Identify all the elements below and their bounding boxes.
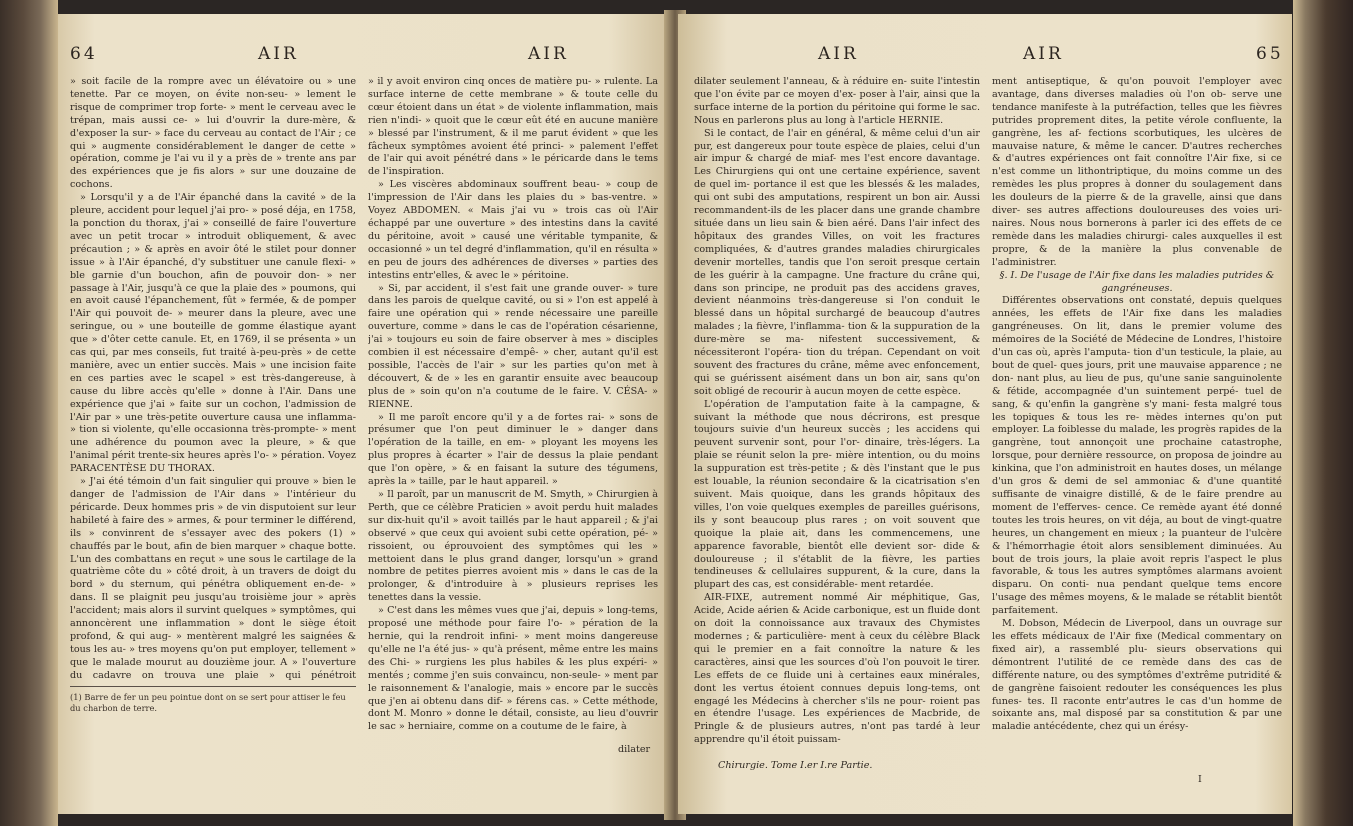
paragraph: » il y avoit environ cinq onces de matière pu- » rulente. La surface interne de cette membrane » & toute celle du cœur étoient dans un état » de violente inflammation, mais rien n'indi- » quoit que le cœur eût été en aucune manière » blessé par l'instrument, & il me parut évident » que les fâcheux symptômes avoient été princi- » palement l'effet de l'air qui avoit pénétré dans » le péricarde dans le tems de l'inspiration.: [368, 76, 658, 178]
left-cover-edge: [0, 0, 58, 826]
paragraph: L'opération de l'amputation faite à la campagne, & suivant la méthode que nous décrirons, est presque toujours suivie d'un heureux succès ; les accidens qui peuvent survenir sont, pour l'or- dinaire, très-légers. La plaie se réunit selon la pre- mière intention, ou du moins la suppuration est très-petite ; & dès l'instant que le pus est louable, la réunion secondaire & la cicatrisation s'en suivent. Mais quoique, dans les grands hôpitaux des villes, l'on voie quelques exemples de pareilles guérisons, ils y sont beaucoup plus rares ; on voit souvent que quoique la plaie ait, dans les commencemens, une apparence favorable, bientôt elle devient sor- dide & douloureuse ; il s'établit de la fièvre, les parties tendineuses & cellulaires suppurent, & la cure, dans la plupart des cas, est considérable- ment retardée.: [694, 398, 980, 591]
section-title: §. I. De l'usage de l'Air fixe dans les maladies putrides & gangréneuses.: [999, 269, 1275, 294]
paragraph: » J'ai été témoin d'un fait singulier qui prouve » bien le danger de l'admission de l'Air dans » l'intérieur du péricarde. Deux hommes pris » de vin disputoient sur leur habileté à faire des » armes, & pour terminer le différend, ils » convinrent de s'essayer avec des pokers (1) » chauffés par le bout, afin de bien marquer » chaque botte. L'un des combattans en reçut » une sous le cartilage de la quatrième côte du » côté droit, à un travers de doigt du bord » du sternum, qui pénétra obliquement en-de- » dans. Il se plaignit peu jusqu'au troisième jour » après l'accident; mais alors il survint quelques » symptômes, qui annoncèrent une inflammation » dont le siège étoit profond, & qui aug- » mentèrent malgré les saignées & tous les au- » tres moyens qu'on put employer, tellement » que le malade mourut au douzième jour. A » l'ouverture du cadavre on trouva une plaie » qui pénétroit: [70, 476, 356, 680]
right-headword-2: AIR: [1023, 44, 1064, 64]
paragraph: » Il paroît, par un manuscrit de M. Smyth, » Chirurgien à Perth, que ce célèbre Praticien » avoit perdu huit malades sur dix-huit qu'il » avoit taillés par le haut appareil ; & j'ai observé » que ceux qui avoient subi cette opération, pé- » rissoient, ou éprouvoient des symptômes qui les » mettoient dans le plus grand danger, lorsqu'un » grand nombre de petites pierres avoient mis » dans le cas de la prolonger, & d'introduire à » plusieurs reprises les tenettes dans la vessie.: [368, 489, 658, 604]
paragraph: dilater seulement l'anneau, & à réduire en- suite l'intestin que l'on évite par ce moyen d'ex- poser à l'air, ainsi que la surface interne de la portion du péritoine qui forme le sac. Nous en parlerons plus au long à l'article HERNIE.: [694, 76, 980, 126]
paragraph: » Les viscères abdominaux souffrent beau- » coup de l'impression de l'Air dans les plaies du » bas-ventre. » Voyez ABDOMEN. « Mais j'ai vu » trois cas où l'Air échappé par une ouverture » des intestins dans la cavité du péritoine, avoit » causé une véritable tympanite, & occasionné » un tel degré d'inflammation, qu'il en résulta » en peu de jours des adhérences de diverses » parties des intestins entr'elles, & avec le » péritoine.: [368, 179, 658, 281]
left-page-column-1: [70, 76, 356, 680]
paragraph: » soit facile de la rompre avec un élévatoire ou » une tenette. Par ce moyen, on évite non-seu- » lement le risque de comprimer trop forte- » ment le cerveau avec le trépan, mais aussi ce- » lui d'ouvrir la dure-mère, & d'exposer la sur- » face du cerveau au contact de l'Air ; ce qui » augmente considérablement le danger de cette » opération, comme je l'ai vu il y a près de » trente ans par des expériences que je fis alors » sur une douzaine de cochons.: [70, 76, 356, 191]
right-page-column-2: [992, 76, 1282, 766]
footnote: (1) Barre de fer un peu pointue dont on se sert pour attiser le feu du charbon de terre.: [70, 692, 346, 713]
left-page-number: 64: [70, 44, 98, 64]
paragraph: Différentes observations ont constaté, depuis quelques années, les effets de l'Air fixe dans les maladies gangréneuses. On lit, dans le premier volume des mémoires de la Société de Médecine de Londres, l'histoire d'un cas où, après l'amputa- tion d'un testicule, la plaie, au bout de quel- ques jours, prit une mauvaise apparence ; ne don- nant plus, au lieu de pus, qu'une sanie sanguinolente & fétide, accompagnée d'un suintement perpé- tuel de sang, & qu'enfin la gangrène s'y mani- festa malgré tous les topiques & tous les re- mèdes internes qu'on put employer. La foiblesse du malade, les progrès rapides de la gangrène, tout annonçoit une prochaine catastrophe, lorsque, pour dernière ressource, on proposa de joindre au kinkina, que l'on administroit en hautes doses, un mélange d'un gros & demi de sel ammoniac & d'une quantité suffisante de vinaigre distillé, & de le faire prendre au moment de l'efferves- cence. Ce remède ayant été donné toutes les trois heures, on vit déja, au bout de vingt-quatre heures, un changement en mieux ; la puanteur de l'ulcère & l'hémorrhagie étoit alors sensiblement diminuées. Au bout de trois jours, la plaie avoit repris l'aspect le plus favorable, & tous les autres symptômes alarmans avoient disparu. On conti- nua pendant quelque tems encore l'usage des mêmes moyens, & le malade se rétablit bientôt parfaitement.: [992, 295, 1282, 617]
right-page: [678, 14, 1292, 814]
right-headword-1: AIR: [818, 44, 859, 64]
right-cover-edge: [1293, 0, 1353, 826]
catchword: dilater: [618, 744, 651, 755]
right-page-number: 65: [1256, 44, 1284, 64]
paragraph: M. Dobson, Médecin de Liverpool, dans un ouvrage sur les effets médicaux de l'Air fixe (Medical commentary on fixed air), a rassemblé plu- sieurs observations qui démontrent l'utilité de ce remède dans des cas de différente nature, ou des symptômes d'extrême putridité & de gangrène faisoient redouter les conséquences les plus funes- tes. Il raconte entr'autres le cas d'un homme de soixante ans, mal disposé par sa constitution & par une maladie antécédente, chez qui un érésy-: [992, 618, 1282, 733]
volume-footer: Chirurgie. Tome I.er I.re Partie.: [718, 760, 873, 771]
left-page: [58, 14, 670, 814]
signature-mark: I: [1198, 774, 1202, 785]
paragraph: » Si, par accident, il s'est fait une grande ouver- » ture dans les parois de quelque cavité, ou si » l'on est appelé à faire une opération qui » rende nécessaire une pareille ouverture, comme » dans le cas de l'opération césarienne, j'ai » toujours eu soin de faire observer à mes » disciples combien il est nécessaire d'empê- » cher, autant qu'il est possible, l'accès de l'air » sur les parties qu'on met à découvert, & de » les en garantir ensuite avec beaucoup plus de » soin qu'on n'a coutume de le faire. V. CÉSA- » RIENNE.: [368, 282, 658, 410]
paragraph: » C'est dans les mêmes vues que j'ai, depuis » long-tems, proposé une méthode pour faire l'o- » pération de la hernie, qui la rendroit infini- » ment moins dangereuse qu'elle ne l'a été jus- » qu'à présent, même entre les mains des Chi- » rurgiens les plus habiles & les plus expéri- » mentés ; comme j'en suis convaincu, non-seule- » ment par le raisonnement & l'analogie, mais » encore par le succès que j'en ai obtenu dans dif- » férens cas. » Cette méthode, dont M. Monro » donne le détail, consiste, au lieu d'ouvrir le sac » herniaire, comme on a coutume de le faire, à: [368, 605, 658, 733]
paragraph: » Lorsqu'il y a de l'Air épanché dans la cavité » de la pleure, accident pour lequel j'ai pro- » posé déja, en 1758, la ponction du thorax, j'ai » conseillé de faire l'ouverture avec un petit trocar » introduit obliquement, & avec précaution ; » & après en avoir ôté le stilet pour donner issue » à l'Air épanché, d'y substituer une canule flexi- » ble garnie d'un bouchon, afin de pouvoir don- » ner passage à l'Air, jusqu'à ce que la plaie des » poumons, qui en avoit causé l'épanchement, fût » fermée, & de pomper l'Air qui pouvoit de- » meurer dans la pleure, avec une seringue, ou » une bouteille de gomme élastique ayant que » d'ôter cette canule. Et, en 1769, il se présenta » un cas qui, par mes conseils, fut traité à-peu-près » de cette manière, avec un entier succès. Mais » une incision faite en ces parties avec le scapel » est très-dangereuse, à cause du libre accès qu'elle » donne à l'Air. Dans une expérience que j'ai » faite sur un cochon, l'admission de l'Air par » une très-petite ouverture causa une inflamma- » tion si violente, qu'elle occasionna très-prompte- » ment une adhérence du poumon avec la pleure, » & que l'animal périt trente-six heures après l'o- » pération. Voyez PARACENTÈSE DU THORAX.: [70, 192, 356, 475]
left-page-column-2: [368, 76, 658, 738]
left-headword-2: AIR: [528, 44, 569, 64]
paragraph: AIR-FIXE, autrement nommé Air méphitique, Gas, Acide, Acide aérien & Acide carbonique, est un fluide dont on doit la connoissance aux travaux des Chymistes modernes ; & particulière- ment à ceux du célèbre Black qui le premier en a fait connoître la nature & les caractères, ainsi que les sources d'où l'on pouvoit le tirer. Les effets de ce fluide uni à certaines eaux minérales, dont les vertus étoient connues depuis long-tems, ont engagé les Médecins à chercher s'ils ne pour- roient pas en étendre l'usage. Les expériences de Macbride, de Pringle & de plusieurs autres, n'ont pas tardé à leur apprendre qu'il étoit puissam-: [694, 592, 980, 746]
paragraph: Si le contact, de l'air en général, & même celui d'un air pur, est dangereux pour toute espèce de plaies, celui d'un air impur & chargé de miaf- mes l'est encore davantage. Les Chirurgiens qui ont une certaine expérience, savent de quel im- portance il est que les blessés & les malades, qui ont subi des amputations, respirent un bon air. Aussi recommandent-ils de les placer dans une grande chambre située dans un lieu sain & bien aéré. Dans l'air infect des hôpitaux des grandes Villes, on voit les fractures compliquées, & d'autres grandes maladies chirurgicales devenir mortelles, tandis que l'on seroit presque certain de les guérir à la campagne. Une fracture du crâne qui, dans son principe, ne produit pas des accidens graves, devient néanmoins très-dangereuse si l'on conduit le blessé dans un hôpital surchargé de beaucoup d'autres malades ; la fièvre, l'inflamma- tion & la suppuration de la dure-mère se ma- nifestent successivement, & nécessiteront l'opéra- tion du trépan. Cependant on voit souvent des fractures du crâne, même avec enfoncement, qui se guérissent aisément dans un bon air, sans qu'on soit obligé de recourir à aucun moyen de cette espèce.: [694, 127, 980, 397]
right-page-column-1: [694, 76, 980, 754]
paragraph: » Il me paroît encore qu'il y a de fortes rai- » sons de présumer que l'on peut diminuer le » danger dans l'opération de la taille, en em- » ployant les moyens les plus propres à écarter » l'air de dessus la plaie pendant que l'on opère, » & en faisant la suture des tégumens, après la » taille, par le haut appareil. »: [368, 411, 658, 488]
left-headword-1: AIR: [258, 44, 299, 64]
paragraph: ment antiseptique, & qu'on pouvoit l'employer avec avantage, dans diverses maladies où l'on ob- serve une tendance manifeste à la putréfaction, telles que les fièvres putrides proprement dites, la petite vérole confluente, la gangrène, les af- fections scorbutiques, les ulcères de mauvaise nature, & même le cancer. D'autres recherches & d'autres expériences ont fait connoître l'Air fixe, si ce n'est comme un lithontriptique, du moins comme un des remèdes les plus propres à donner du soulagement dans les douleurs de la pierre & de la gravelle, ainsi que dans diver- ses autres affections douloureuses des voies uri- naires. Nous nous bornerons à parler ici des effets de ce remède dans les maladies chirurgi- cales auxquelles il est propre, & de la manière la plus convenable de l'administrer.: [992, 76, 1282, 268]
footnote-rule: [70, 686, 356, 687]
